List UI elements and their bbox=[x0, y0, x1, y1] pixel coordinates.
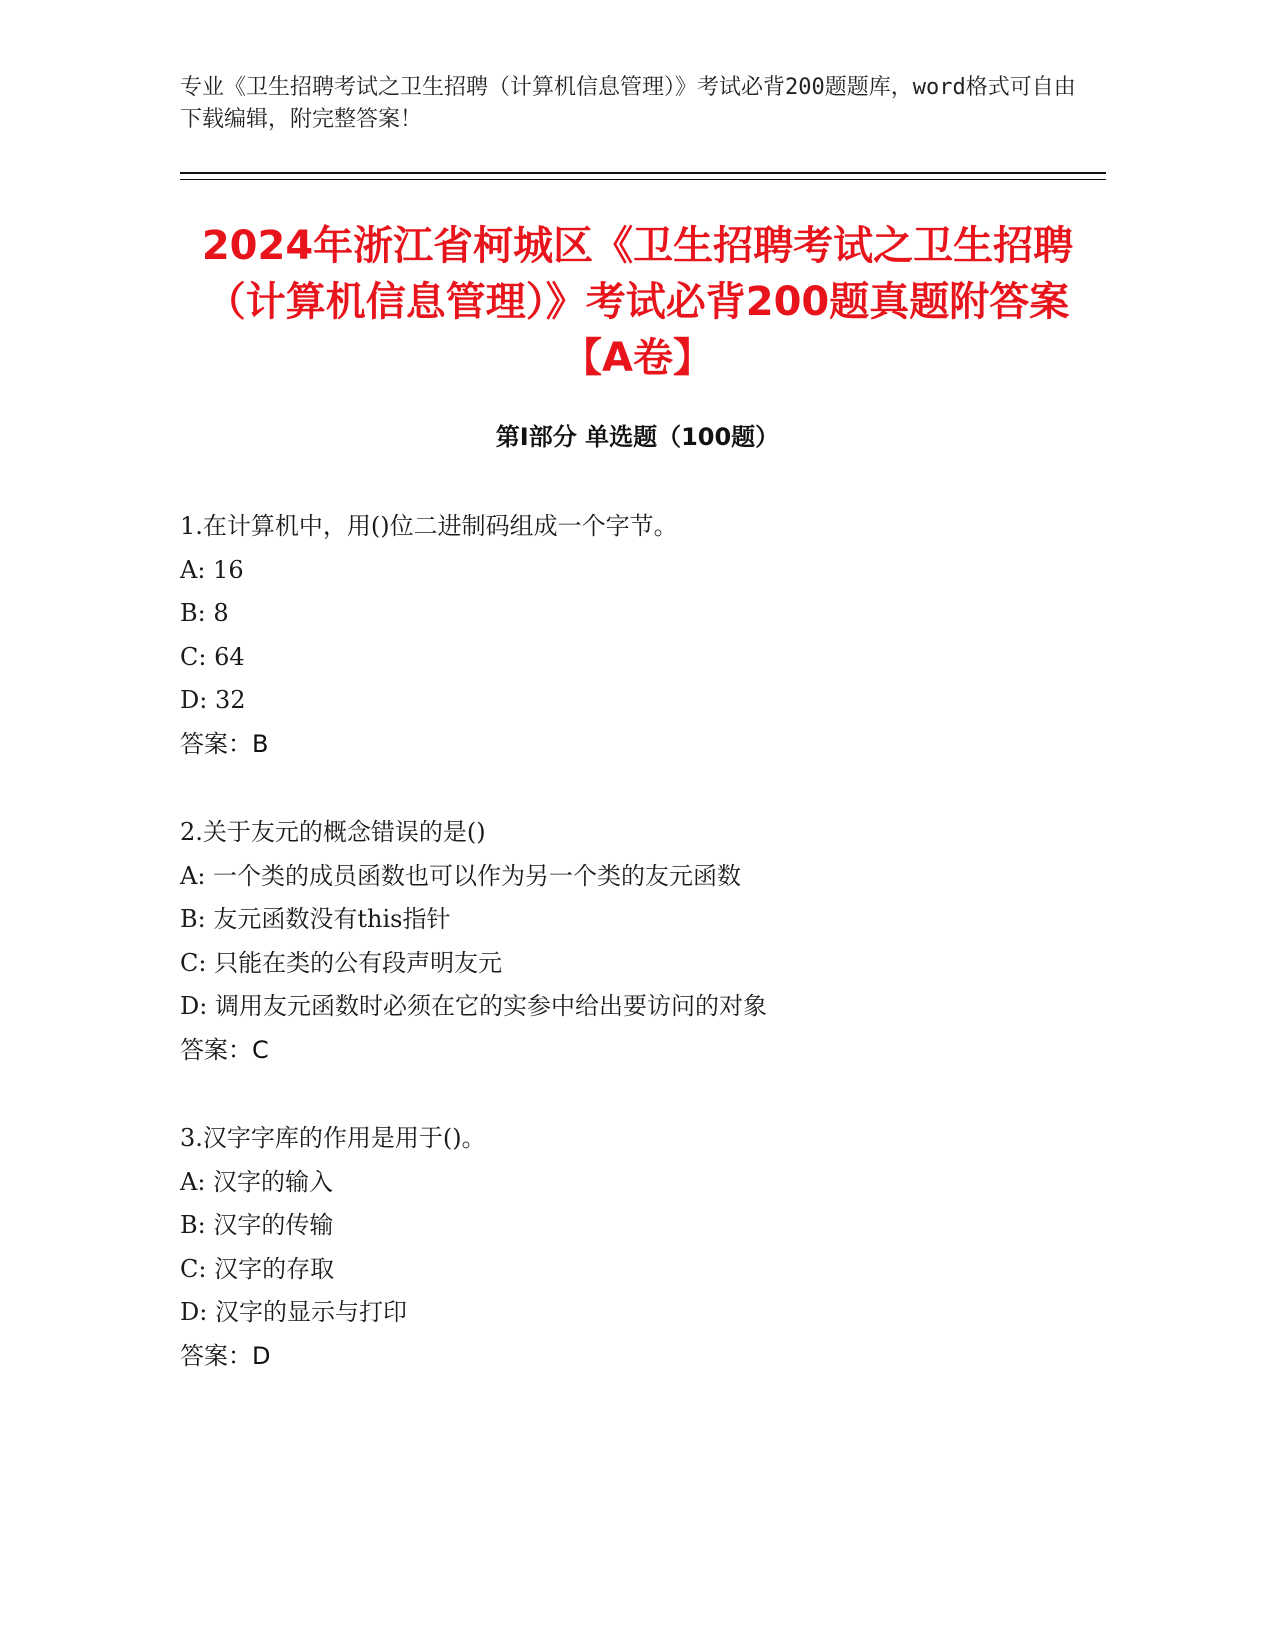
section-heading: 第Ⅰ部分 单选题（100题） bbox=[495, 423, 780, 451]
option-a: A: 一个类的成员函数也可以作为另一个类的友元函数 bbox=[180, 861, 742, 890]
option-c: C: 汉字的存取 bbox=[180, 1254, 335, 1283]
header-rule-thick bbox=[180, 172, 1106, 174]
option-c: C: 64 bbox=[180, 642, 245, 671]
question-stem: 2.关于友元的概念错误的是() bbox=[180, 818, 486, 846]
option-c: C: 只能在类的公有段声明友元 bbox=[180, 948, 503, 977]
option-b: B: 汉字的传输 bbox=[180, 1211, 334, 1239]
question-list bbox=[180, 505, 1095, 1423]
question-2 bbox=[180, 811, 1095, 1072]
answer: 答案：C bbox=[180, 1035, 269, 1064]
option-b: B: 8 bbox=[180, 599, 229, 627]
header-rule-thin bbox=[180, 179, 1106, 180]
document-title: 2024年浙江省柯城区《卫生招聘考试之卫生招聘（计算机信息管理）》考试必背200题真题附答案【A卷】 bbox=[201, 223, 1074, 381]
option-d: D: 汉字的显示与打印 bbox=[180, 1298, 407, 1326]
option-b: B: 友元函数没有this指针 bbox=[180, 905, 451, 933]
answer: 答案：B bbox=[180, 729, 269, 758]
answer: 答案：D bbox=[180, 1341, 271, 1370]
question-stem: 3.汉字字库的作用是用于()。 bbox=[180, 1124, 486, 1152]
option-d: D: 32 bbox=[180, 686, 246, 714]
intro-text: 专业《卫生招聘考试之卫生招聘（计算机信息管理）》考试必背200题题库，word格式可自由下载编辑，附完整答案！ bbox=[180, 75, 1076, 132]
option-a: A: 汉字的输入 bbox=[180, 1167, 334, 1196]
question-3 bbox=[180, 1117, 1095, 1378]
question-stem: 1.在计算机中，用()位二进制码组成一个字节。 bbox=[180, 512, 678, 540]
question-1 bbox=[180, 505, 1095, 766]
option-d: D: 调用友元函数时必须在它的实参中给出要访问的对象 bbox=[180, 992, 767, 1020]
option-a: A: 16 bbox=[180, 555, 244, 584]
